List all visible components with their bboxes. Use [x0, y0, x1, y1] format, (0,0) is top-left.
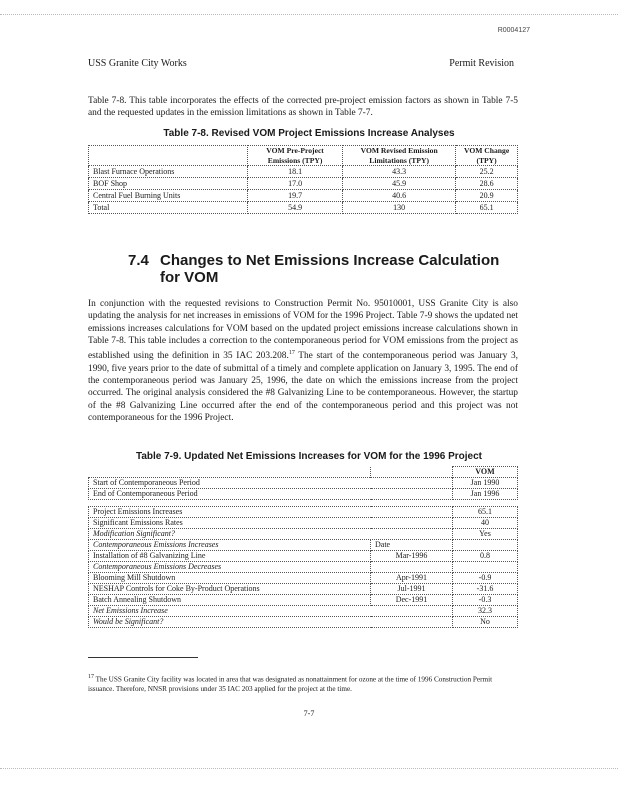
table-cell: 65.1 [456, 202, 518, 214]
table-cell: 130 [343, 202, 456, 214]
table-cell: Total [89, 202, 248, 214]
table-row [89, 489, 518, 500]
table-cell: End of Contemporaneous Period [89, 489, 453, 500]
header-left: USS Granite City Works [88, 58, 187, 69]
table-cell: -31.6 [453, 584, 518, 595]
table-cell: NESHAP Controls for Coke By-Product Operations [89, 584, 371, 595]
page-number: 7-7 [303, 709, 315, 718]
table-cell: 17.0 [248, 178, 343, 190]
table-cell: Would be Significant? [89, 617, 453, 628]
header-right: Permit Revision [449, 58, 514, 69]
table-cell: 0.8 [453, 551, 518, 562]
table-header-row [89, 146, 518, 166]
table-cell: 40.6 [343, 190, 456, 202]
scan-border-top [0, 14, 618, 15]
table-row [89, 518, 518, 529]
table-row [89, 540, 518, 551]
table-header-cell: VOM [453, 467, 518, 478]
table-cell: 20.9 [456, 190, 518, 202]
table-row [89, 562, 518, 573]
footnote-number: 17 [88, 674, 94, 680]
doc-id: R0004127 [497, 27, 530, 34]
table-cell: Apr-1991 [371, 573, 453, 584]
table-cell: 65.1 [453, 507, 518, 518]
scan-border-bottom [0, 768, 618, 769]
table-row [89, 202, 518, 214]
table-cell: 43.3 [343, 166, 456, 178]
table-row [89, 178, 518, 190]
table-cell [371, 467, 453, 478]
table-cell: Dec-1991 [371, 595, 453, 606]
table-cell: Start of Contemporaneous Period [89, 478, 453, 489]
table-cell: Modification Significant? [89, 529, 453, 540]
table-cell: 45.9 [343, 178, 456, 190]
table-7-8-caption: Table 7-8. Revised VOM Project Emissions Increase Analyses [163, 128, 455, 139]
footnote [88, 672, 518, 694]
paragraph-text-cont: The start of the contemporaneous period was January 3, 1990, five years prior to the date of submittal of a timely and complete application on January 3, 1995. The end of the contemporaneous period was January 25, 1996, the date on which the emissions increase from the project occurred. The original analysis considered the #8 Galvanizing Line to be contemporaneous. However, the startup of the #8 Galvanizing Line occurred after the end of the contemporaneous period and this project was not contemporaneous for the 1996 Project. [88, 351, 518, 423]
paragraph-text: In conjunction with the requested revisions to Construction Permit No. 95010001, USS Granite City is also updating the analysis for net increases in emissions of VOM for the 1996 Project. Table 7-9 shows the updated net emissions increases calculations for VOM based on the updated project emissions increase calculations shown in Table 7-8. This table includes a correction to the contemporaneous period for VOM emissions from the project as established using the definition in 35 IAC 203.208. [88, 299, 518, 362]
table-row [89, 573, 518, 584]
table-row [89, 190, 518, 202]
table-cell [453, 540, 518, 551]
table-cell: Batch Annealing Shutdown [89, 595, 371, 606]
table-cell: 40 [453, 518, 518, 529]
table-cell: Yes [453, 529, 518, 540]
table-row [89, 584, 518, 595]
table-cell: 25.2 [456, 166, 518, 178]
table-cell: BOF Shop [89, 178, 248, 190]
table-row [89, 529, 518, 540]
section-number: 7.4 [128, 252, 149, 269]
table-cell: Date [371, 540, 453, 551]
table-header-cell [89, 146, 248, 166]
table-cell: Installation of #8 Galvanizing Line [89, 551, 371, 562]
table-cell: Jan 1996 [453, 489, 518, 500]
table-7-9-caption: Table 7-9. Updated Net Emissions Increases for VOM for the 1996 Project [135, 451, 483, 462]
footnote-text: The USS Granite City facility was located in area that was designated as nonattainment for ozone at the time of 1996 Construction Permit issuance. Therefore, NNSR provisions under 35 IAC 203 applied for the project at the time. [88, 675, 493, 694]
table-row [89, 617, 518, 628]
table-row [89, 500, 518, 507]
table-cell: Contemporaneous Emissions Decreases [89, 562, 371, 573]
table-cell: 18.1 [248, 166, 343, 178]
table-cell: Mar-1996 [371, 551, 453, 562]
table-row [89, 507, 518, 518]
table-row [89, 606, 518, 617]
table-cell: Jul-1991 [371, 584, 453, 595]
table-cell: 32.3 [453, 606, 518, 617]
table-cell: No [453, 617, 518, 628]
table-row [89, 166, 518, 178]
table-cell: Project Emissions Increases [89, 507, 453, 518]
section-title: Changes to Net Emissions Increase Calculation for VOM [160, 252, 500, 286]
table-cell: Blooming Mill Shutdown [89, 573, 371, 584]
table-cell [371, 562, 453, 573]
footnote-divider [88, 657, 198, 658]
table-row [89, 478, 518, 489]
table-header-cell: VOM Revised Emission Limitations (TPY) [343, 146, 456, 166]
table-7-9 [88, 466, 518, 628]
table-cell: -0.3 [453, 595, 518, 606]
table-cell [453, 562, 518, 573]
table-7-8 [88, 145, 518, 214]
table-cell: Contemporaneous Emissions Increases [89, 540, 371, 551]
table-cell: Net Emissions Increase [89, 606, 453, 617]
table-cell: Central Fuel Burning Units [89, 190, 248, 202]
table-header-cell: VOM Change (TPY) [456, 146, 518, 166]
table-cell: 54.9 [248, 202, 343, 214]
intro-paragraph: Table 7-8. This table incorporates the effects of the corrected pre-project emission factors as shown in Table 7-5 and the requested updates in the emission limitations as shown in Table 7-7. [88, 96, 518, 119]
table-cell: Blast Furnace Operations [89, 166, 248, 178]
footnote-ref: 17 [288, 350, 295, 357]
table-header-cell: VOM Pre-Project Emissions (TPY) [248, 146, 343, 166]
table-row [89, 551, 518, 562]
table-header-row [89, 467, 518, 478]
section-paragraph [88, 298, 518, 424]
table-cell [89, 467, 371, 478]
table-cell: -0.9 [453, 573, 518, 584]
table-row [89, 595, 518, 606]
table-cell: 19.7 [248, 190, 343, 202]
table-cell [89, 500, 518, 507]
table-cell: Significant Emissions Rates [89, 518, 453, 529]
table-cell: 28.6 [456, 178, 518, 190]
table-cell: Jan 1990 [453, 478, 518, 489]
